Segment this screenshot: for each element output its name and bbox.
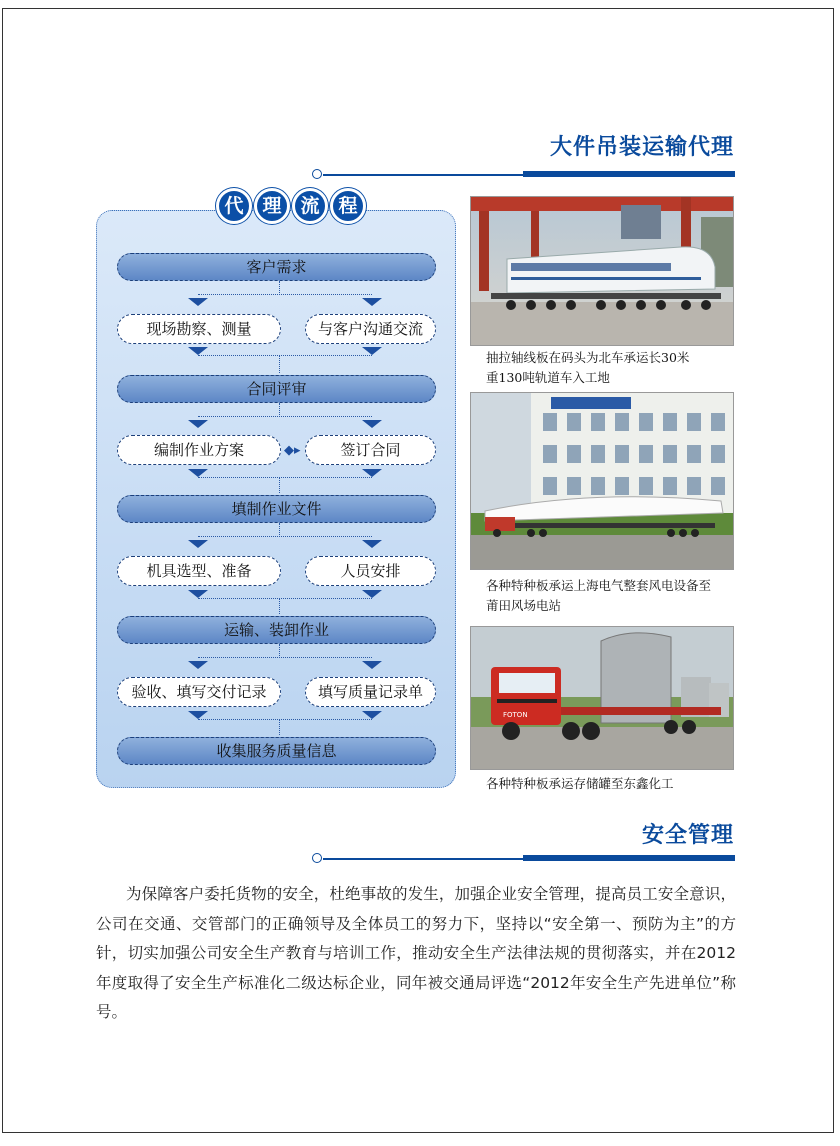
arrow-down-icon <box>188 298 208 306</box>
step-customer-communication: 与客户沟通交流 <box>305 314 436 344</box>
connector <box>279 281 280 295</box>
process-title-char: 流 <box>292 188 328 224</box>
arrow-down-icon <box>362 298 382 306</box>
arrow-down-icon <box>188 420 208 428</box>
step-site-survey: 现场勘察、测量 <box>117 314 281 344</box>
section-title-safety: 安全管理 <box>641 823 734 848</box>
caption-line: 抽拉轴线板在码头为北车承运长30米 <box>486 350 690 365</box>
caption-line: 各种特种板承运上海电气整套风电设备至 <box>486 578 712 593</box>
truck-brand-text: FOTON <box>503 711 528 719</box>
arrow-down-icon <box>188 469 208 477</box>
arrow-down-icon <box>188 540 208 548</box>
connector <box>198 294 372 295</box>
caption-line: 莆田风场电站 <box>486 598 562 613</box>
safety-paragraph: 为保障客户委托货物的安全，杜绝事故的发生，加强企业安全管理，提高员工安全意识，公司在交通、交管部门的正确领导及全体员工的努力下，坚持以“安全第一、预防为主”的方针，切实加强公司安全生产教育与培训工作，推动安全生产法律法规的贯彻落实，并在2012年度取得了安全生产标准化二级达标企业，同年被交通局评选“2012年安全生产先进单位”称号。 <box>96 885 736 1021</box>
step-sign-contract: 签订合同 <box>305 435 436 465</box>
connector <box>279 719 280 735</box>
photo-wind-blade-transport <box>470 392 734 570</box>
two-way-arrow-icon: ◆▸ <box>284 443 301 458</box>
step-quality-feedback: 收集服务质量信息 <box>117 737 436 765</box>
connector <box>198 719 372 720</box>
step-work-plan: 编制作业方案 <box>117 435 281 465</box>
caption-line: 重130吨轨道车入工地 <box>486 370 610 385</box>
connector <box>198 477 372 478</box>
step-equipment-selection: 机具选型、准备 <box>117 556 281 586</box>
connector <box>279 598 280 614</box>
section-title-transport-agency: 大件吊装运输代理 <box>549 135 734 160</box>
connector <box>198 657 372 658</box>
connector <box>279 523 280 537</box>
connector <box>198 355 372 356</box>
step-staffing: 人员安排 <box>305 556 436 586</box>
arrow-down-icon <box>188 711 208 719</box>
arrow-down-icon <box>188 347 208 355</box>
arrow-down-icon <box>362 590 382 598</box>
caption-line: 各种特种板承运存储罐至东鑫化工 <box>486 776 674 791</box>
connector <box>198 598 372 599</box>
connector <box>279 355 280 373</box>
process-title-char: 程 <box>330 188 366 224</box>
connector <box>198 416 372 417</box>
step-customer-needs: 客户需求 <box>117 253 436 281</box>
arrow-down-icon <box>362 711 382 719</box>
step-acceptance-record: 验收、填写交付记录 <box>117 677 281 707</box>
process-title-char: 理 <box>254 188 290 224</box>
arrow-down-icon <box>362 347 382 355</box>
arrow-down-icon <box>188 661 208 669</box>
connector <box>279 644 280 658</box>
arrow-down-icon <box>188 590 208 598</box>
step-transport-handling: 运输、装卸作业 <box>117 616 436 644</box>
connector <box>279 477 280 493</box>
step-contract-review: 合同评审 <box>117 375 436 403</box>
step-quality-record: 填写质量记录单 <box>305 677 436 707</box>
photo-storage-tank-transport <box>470 626 734 770</box>
process-title-char: 代 <box>216 188 252 224</box>
photo-rail-car-transport <box>470 196 734 346</box>
title-rule <box>312 166 735 182</box>
connector <box>279 403 280 417</box>
title-rule <box>312 850 735 866</box>
step-work-documents: 填制作业文件 <box>117 495 436 523</box>
process-title <box>216 188 366 228</box>
arrow-down-icon <box>362 540 382 548</box>
connector <box>198 536 372 537</box>
arrow-down-icon <box>362 420 382 428</box>
arrow-down-icon <box>362 661 382 669</box>
arrow-down-icon <box>362 469 382 477</box>
